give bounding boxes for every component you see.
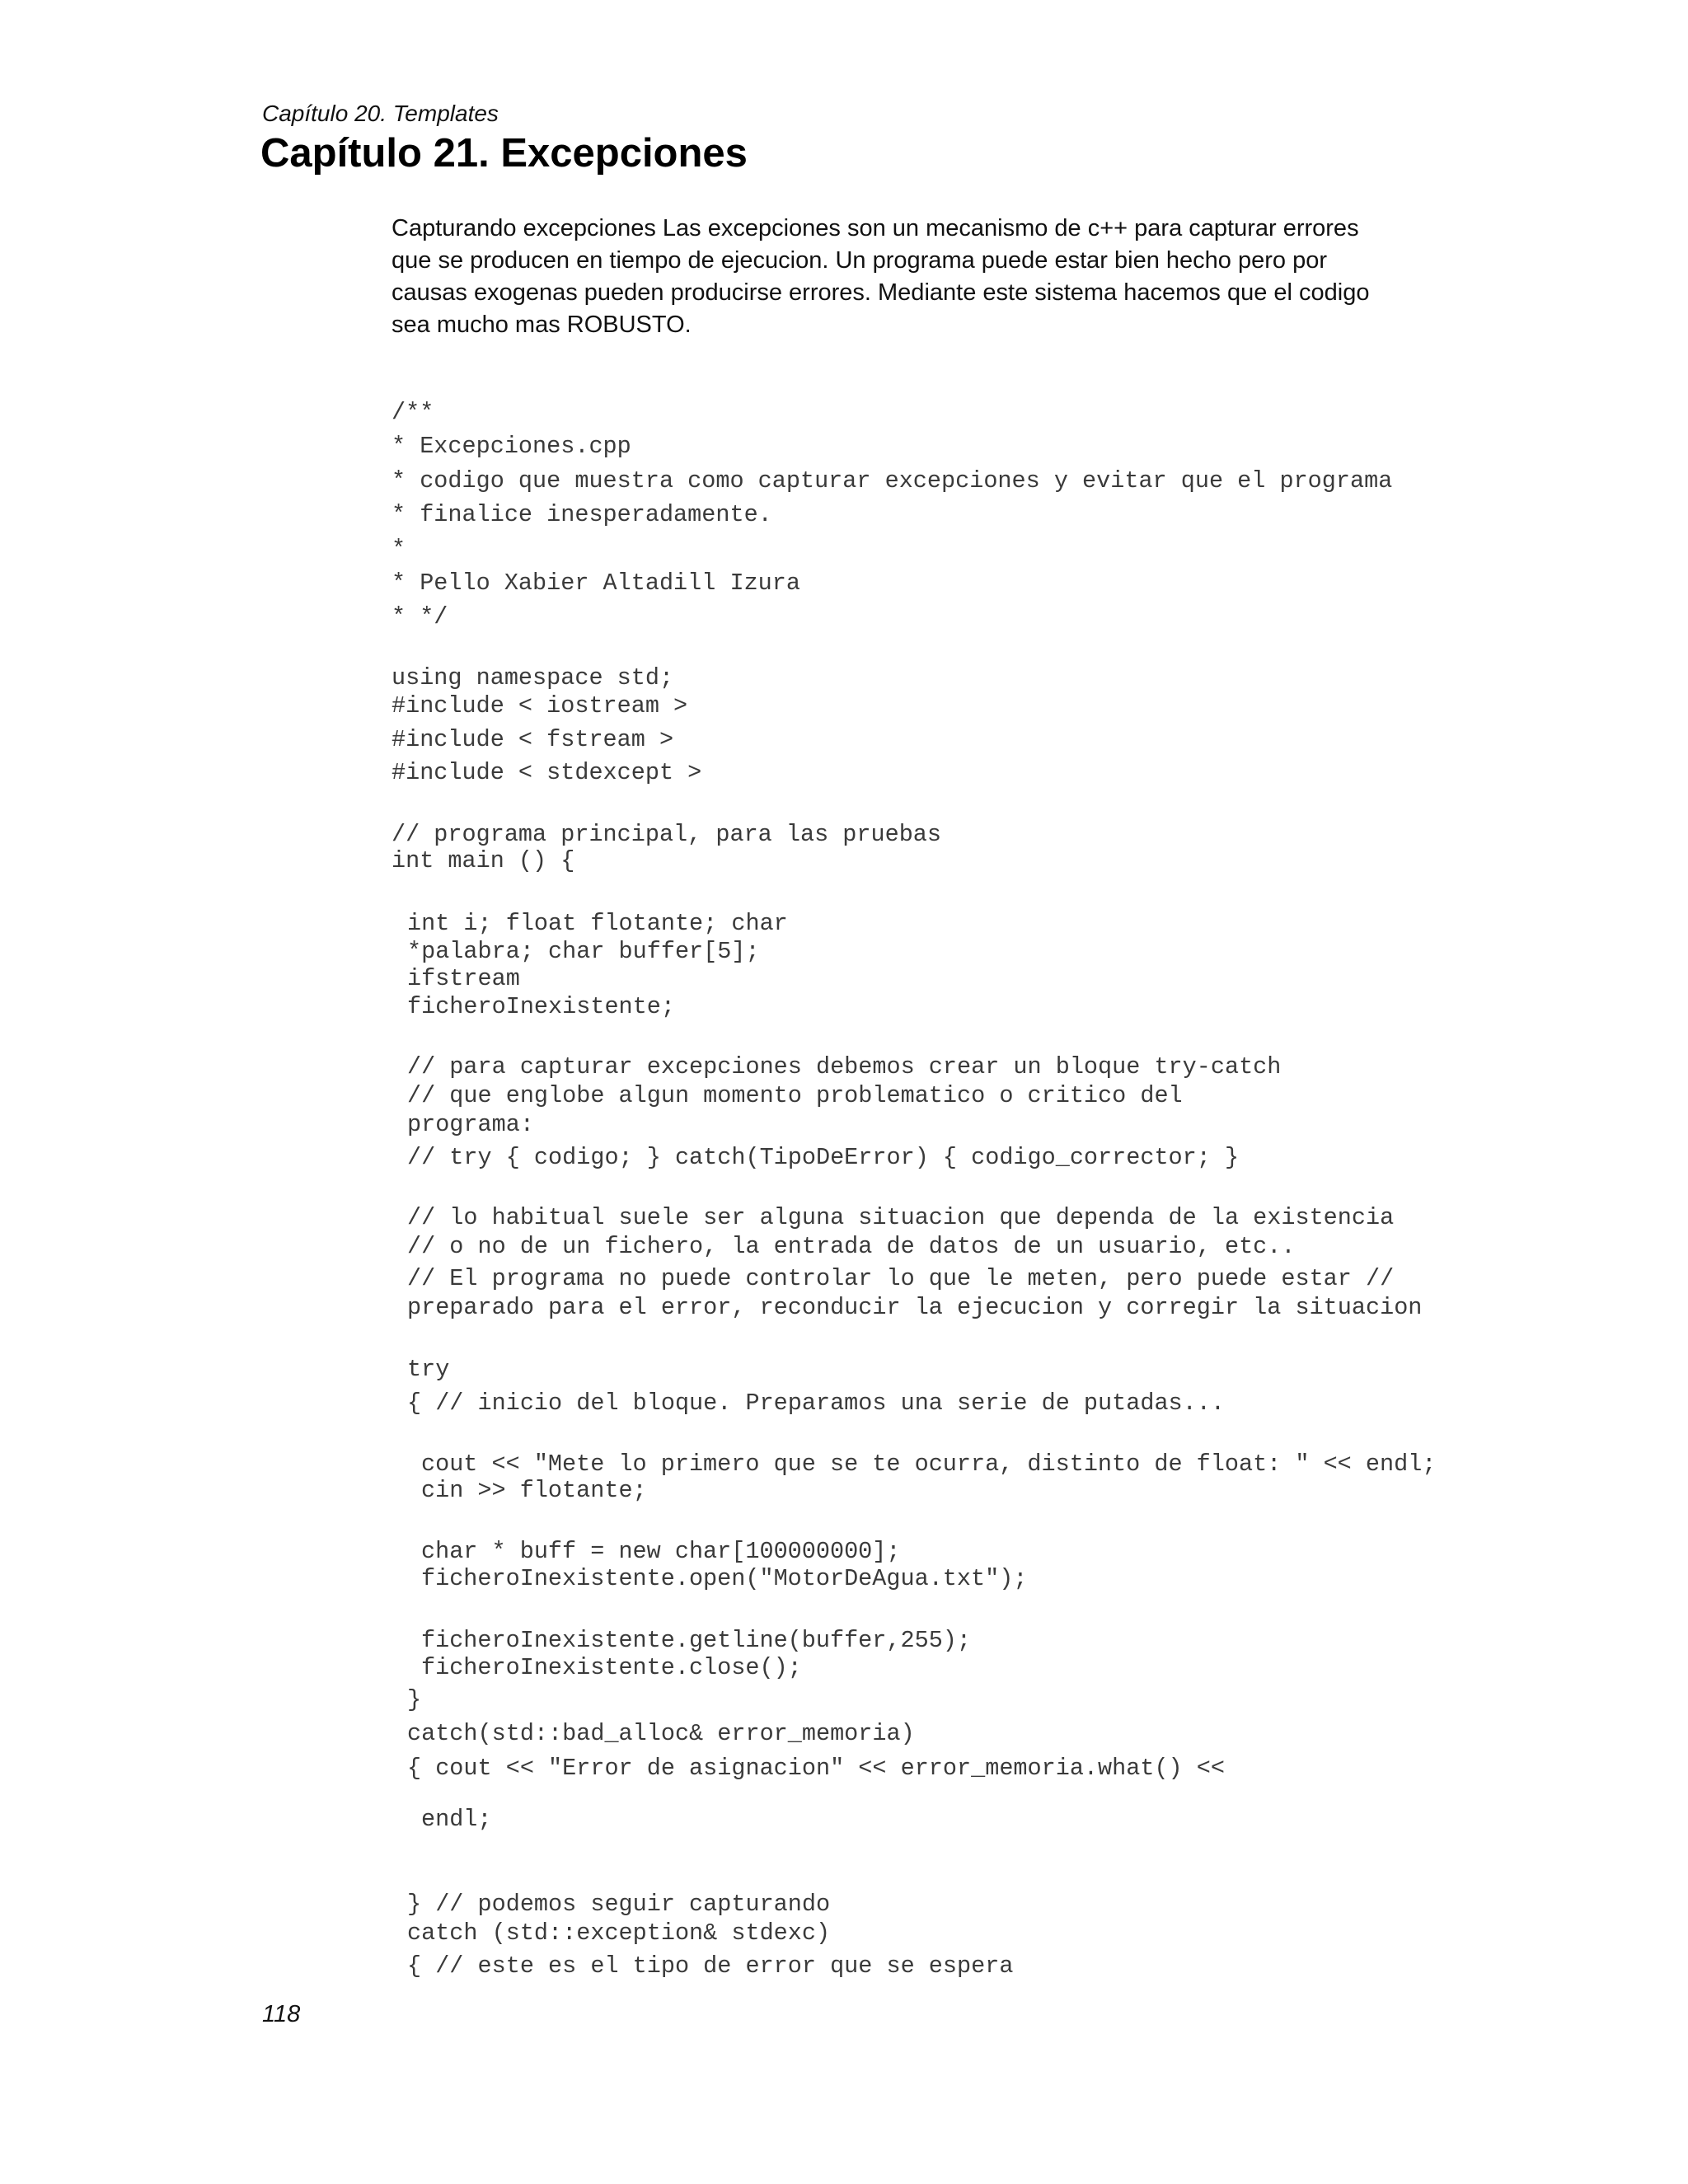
code-line: char * buff = new char[100000000]; [421, 1538, 901, 1565]
code-line: ficheroInexistente.close(); [421, 1654, 802, 1681]
code-line: using namespace std; [392, 664, 674, 691]
intro-line: causas exogenas pueden producirse errores. Mediante este sistema hacemos que el codigo [392, 279, 1370, 306]
code-line: cout << "Mete lo primero que se te ocurra, distinto de float: " << endl; [421, 1451, 1437, 1478]
code-line: // programa principal, para las pruebas [392, 821, 942, 848]
code-line: catch (std::exception& stdexc) [407, 1919, 831, 1947]
code-line: } [407, 1686, 422, 1713]
running-header: Capítulo 20. Templates [262, 101, 499, 126]
code-line: { cout << "Error de asignacion" << error_memoria.what() << [407, 1755, 1225, 1782]
code-line: catch(std::bad_alloc& error_memoria) [407, 1720, 915, 1747]
code-line: * [392, 536, 406, 563]
code-line: * codigo que muestra como capturar excepciones y evitar que el programa [392, 467, 1393, 494]
code-line: * Excepciones.cpp [392, 433, 631, 460]
code-line: * Pello Xabier Altadill Izura [392, 569, 800, 597]
intro-line: que se producen en tiempo de ejecucion. Un programa puede estar bien hecho pero por [392, 247, 1327, 274]
code-line: ifstream [407, 965, 520, 992]
code-line: // El programa no puede controlar lo que le meten, pero puede estar // [407, 1265, 1395, 1292]
code-line: try [407, 1356, 450, 1383]
code-line: preparado para el error, reconducir la ejecucion y corregir la situacion [407, 1294, 1423, 1321]
code-line: * finalice inesperadamente. [392, 501, 772, 528]
code-line: // lo habitual suele ser alguna situacion que dependa de la existencia [407, 1204, 1395, 1231]
page-number: 118 [262, 2001, 301, 2027]
code-line: { // inicio del bloque. Preparamos una serie de putadas... [407, 1390, 1225, 1417]
code-line: // o no de un fichero, la entrada de datos de un usuario, etc.. [407, 1233, 1296, 1260]
chapter-title: Capítulo 21. Excepciones [260, 131, 748, 176]
code-line: // que englobe algun momento problematico o critico del [407, 1082, 1183, 1109]
code-line: // para capturar excepciones debemos crear un bloque try-catch [407, 1053, 1282, 1080]
code-line: #include < fstream > [392, 726, 674, 753]
code-line: *palabra; char buffer[5]; [407, 938, 760, 965]
code-line: endl; [421, 1806, 492, 1833]
code-line: programa: [407, 1111, 534, 1138]
code-line: ficheroInexistente.getline(buffer,255); [421, 1627, 972, 1654]
code-line: #include < iostream > [392, 692, 688, 719]
code-line: { // este es el tipo de error que se espera [407, 1952, 1014, 1980]
code-line: int i; float flotante; char [407, 910, 788, 937]
code-line: #include < stdexcept > [392, 759, 702, 786]
code-line: } // podemos seguir capturando [407, 1891, 831, 1918]
intro-line: sea mucho mas ROBUSTO. [392, 312, 692, 338]
code-line: ficheroInexistente.open("MotorDeAgua.txt"); [421, 1565, 1028, 1592]
code-line: // try { codigo; } catch(TipoDeError) { codigo_corrector; } [407, 1144, 1240, 1171]
code-line: cin >> flotante; [421, 1477, 647, 1504]
code-line: /** [392, 399, 434, 426]
code-line: ficheroInexistente; [407, 993, 675, 1020]
intro-line: Capturando excepciones Las excepciones son un mecanismo de c++ para capturar errores [392, 215, 1359, 241]
code-line: int main () { [392, 847, 575, 874]
code-line: * */ [392, 603, 448, 630]
